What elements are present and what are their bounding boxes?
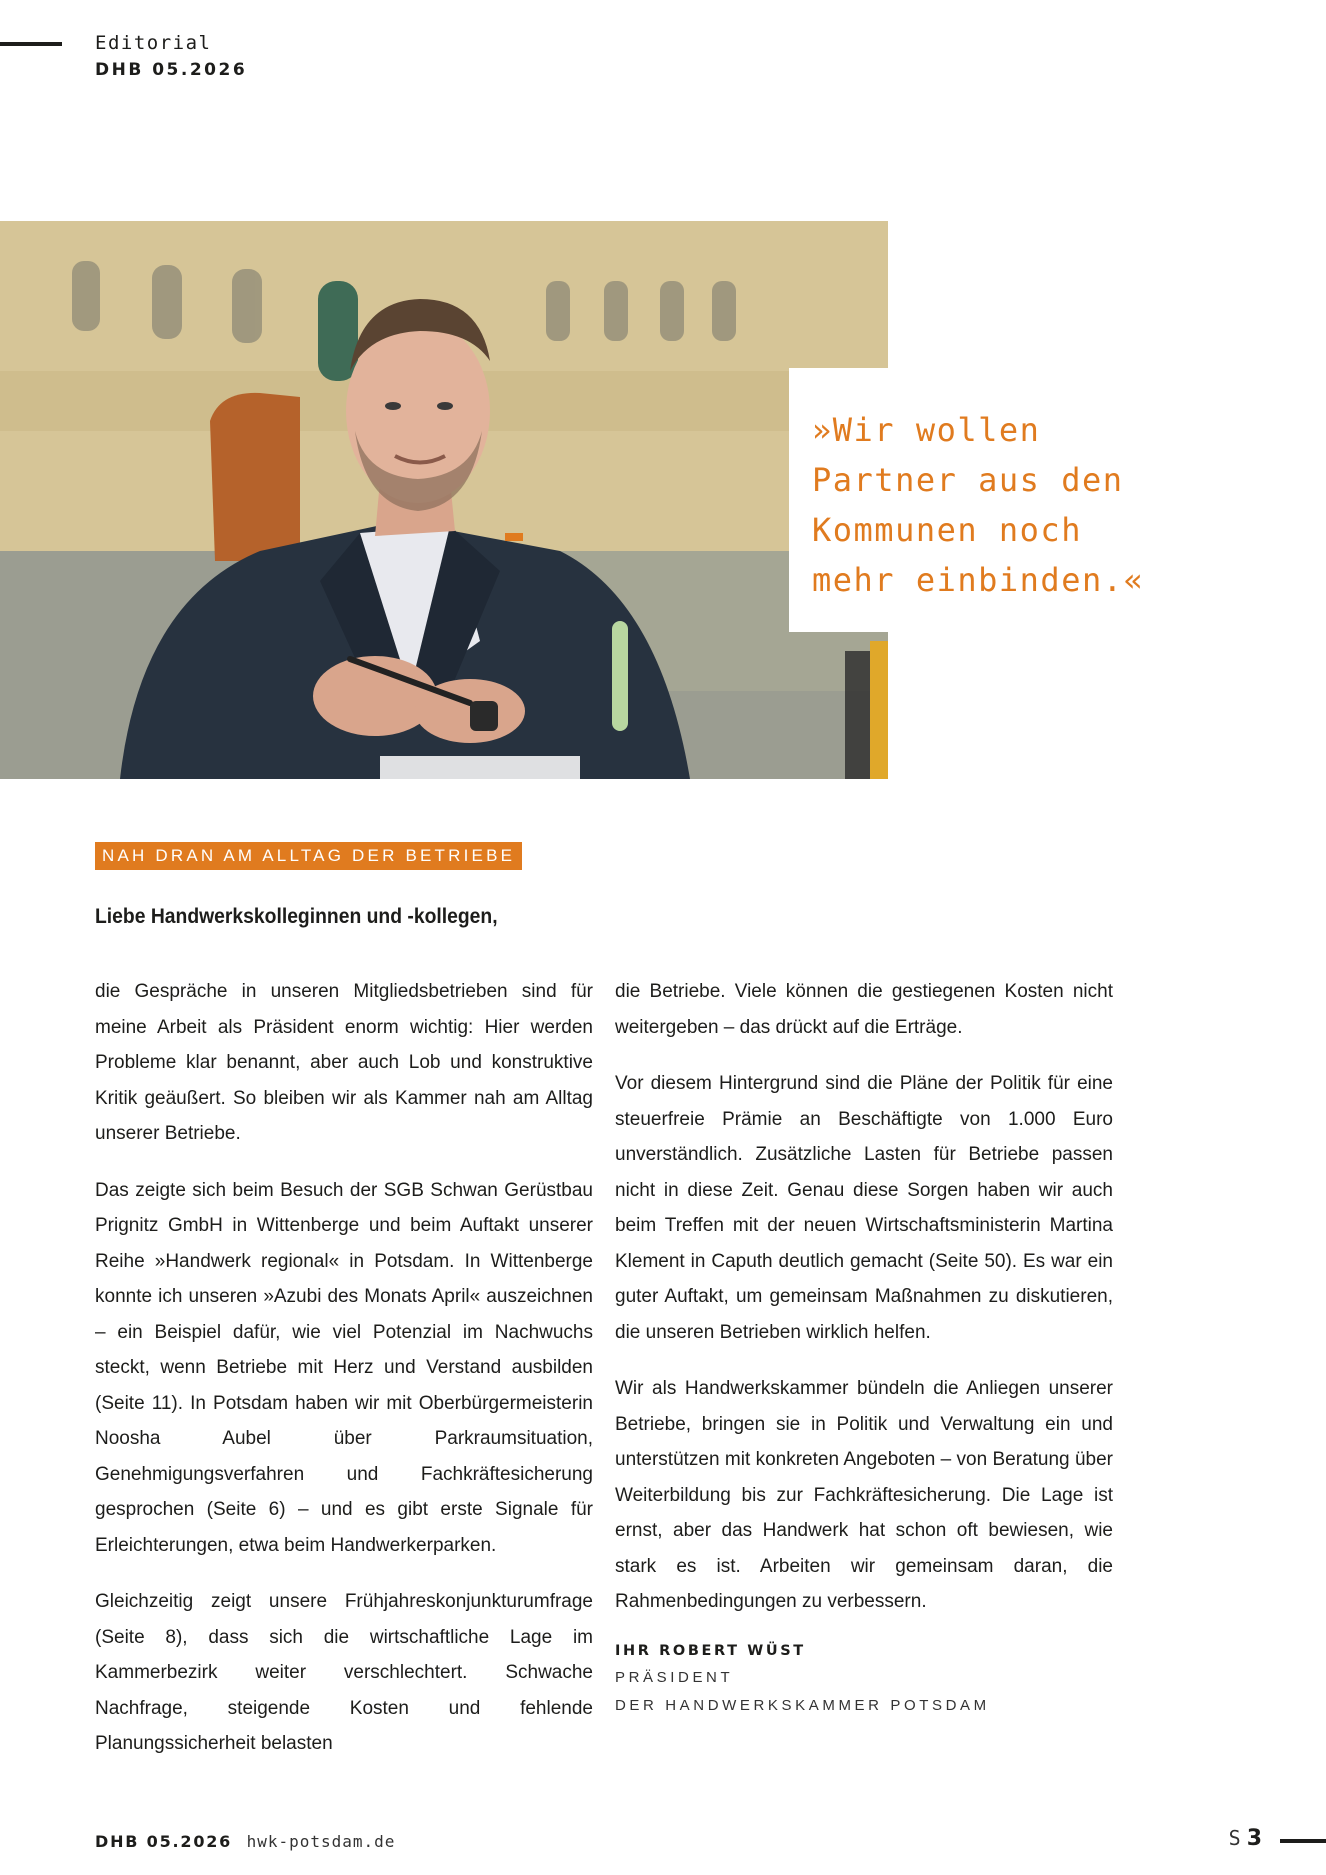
paragraph: die Betriebe. Viele können die gestiegenen Kosten nicht weitergeben – das drückt auf die Erträge.	[615, 981, 1113, 1038]
right-column	[615, 974, 1113, 1720]
paragraph: die Gespräche in unseren Mitgliedsbetrieben sind für meine Arbeit als Präsident enorm wichtig: Hier werden Probleme klar benannt, aber auch Lob und konstruktive Kritik geäußert. So bleiben wir als Kammer nah am Alltag unserer Betriebe.	[95, 981, 593, 1144]
page-number-value: 3	[1246, 1826, 1262, 1851]
left-column	[95, 974, 593, 1783]
signature-organization: DER HANDWERKSKAMMER POTSDAM	[615, 1696, 990, 1714]
header-rule	[0, 42, 62, 46]
salutation: Liebe Handwerkskolleginnen und -kollegen,	[95, 905, 498, 928]
signature-title: PRÄSIDENT	[615, 1668, 734, 1686]
section-label: Editorial	[95, 32, 212, 54]
paragraph: Wir als Handwerkskammer bündeln die Anliegen unserer Betriebe, bringen sie in Politik und Verwaltung ein und unterstützen mit konkreten Angeboten – von Beratung über Weiterbildung bis zur Fachkräftesicherung. Die Lage ist ernst, aber das Handwerk hat schon oft bewiesen, wie stark es ist. Arbeiten wir gemeinsam daran, die Rahmenbedingungen zu verbessern.	[615, 1378, 1113, 1612]
paragraph: Das zeigte sich beim Besuch der SGB Schwan Gerüstbau Prignitz GmbH in Wittenberge und beim Auftakt unserer Reihe »Handwerk regional« in Potsdam. In Wittenberge konnte ich unseren »Azubi des Monats April« auszeichnen – ein Beispiel dafür, wie viel Potenzial im Nachwuchs steckt, wenn Betriebe mit Herz und Verstand ausbilden (Seite 11). In Potsdam haben wir mit Oberbürgermeisterin Noosha Aubel über Parkraumsituation, Genehmigungsverfahren und Fachkräftesicherung gesprochen (Seite 6) – und es gibt erste Signale für Erleichterungen, etwa beim Handwerkerparken.	[95, 1179, 593, 1556]
signature-name: IHR ROBERT WÜST	[615, 1642, 806, 1659]
page-number	[1229, 1825, 1262, 1851]
footer-url: hwk-potsdam.de	[246, 1832, 396, 1851]
issue-label: DHB 05.2026	[95, 60, 248, 80]
pull-quote: »Wir wollen Partner aus den Kommunen noch mehr einbinden.«	[812, 411, 1145, 599]
pull-quote-box	[789, 368, 1169, 632]
footer-info	[95, 1832, 395, 1852]
kicker-label: NAH DRAN AM ALLTAG DER BETRIEBE	[95, 842, 522, 870]
page-prefix: S	[1228, 1826, 1241, 1850]
paragraph: Gleichzeitig zeigt unsere Frühjahreskonjunkturumfrage (Seite 8), dass sich die wirtschaftliche Lage im Kammerbezirk weiter verschlechtert. Schwache Nachfrage, steigende Kosten und fehlende Planungssicherheit belasten	[95, 1591, 593, 1754]
footer-issue: DHB 05.2026	[95, 1832, 233, 1851]
footer-rule	[1280, 1839, 1326, 1843]
paragraph: Vor diesem Hintergrund sind die Pläne der Politik für eine steuerfreie Prämie an Beschäftigte von 1.000 Euro unverständlich. Zusätzliche Lasten für Betriebe passen nicht in diese Zeit. Genau diese Sorgen haben wir auch beim Treffen mit der neuen Wirtschaftsministerin Martina Klement in Caputh deutlich gemacht (Seite 50). Es war ein guter Auftakt, um gemeinsam Maßnahmen zu diskutieren, die unseren Betrieben wirklich helfen.	[615, 1073, 1113, 1343]
portrait-photo	[0, 221, 888, 779]
